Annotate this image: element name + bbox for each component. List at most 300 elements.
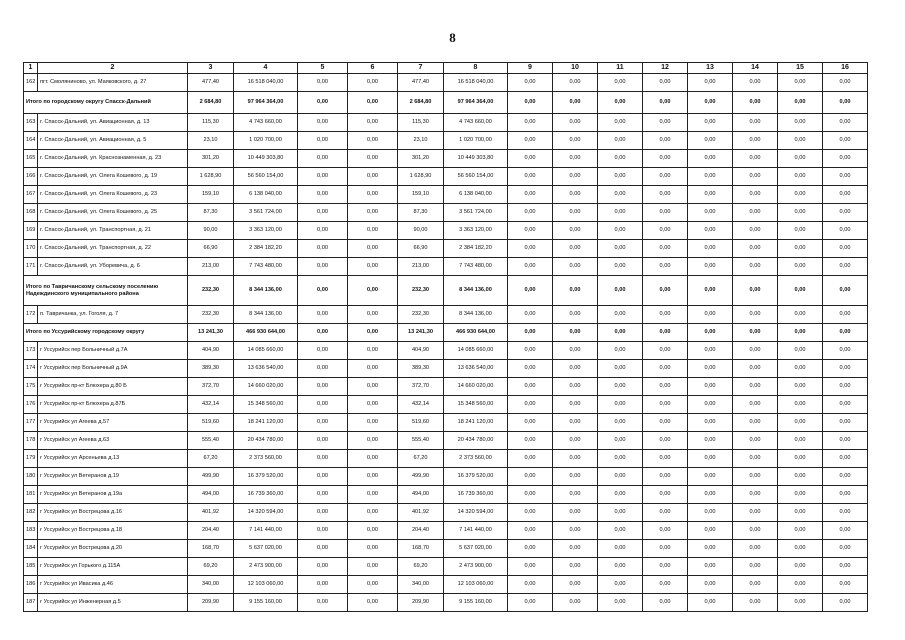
value-cell: 0,00 — [298, 414, 348, 432]
area-cell: 494,00 — [188, 486, 234, 504]
table-row — [24, 168, 868, 186]
value-cell: 0,00 — [778, 504, 823, 522]
value-cell: 0,00 — [778, 258, 823, 276]
value-cell: 0,00 — [823, 522, 868, 540]
value-cell: 0,00 — [733, 222, 778, 240]
address-cell: г. Спасск-Дальний, ул. Олега Кошевого, д. 23 — [38, 186, 188, 204]
value-cell: 0,00 — [778, 92, 823, 114]
value-cell: 0,00 — [643, 396, 688, 414]
value-cell: 0,00 — [688, 258, 733, 276]
value-cell: 0,00 — [733, 74, 778, 92]
subtotal-label: Итого по Тавричанскому сельскому поселению Надеждинского муниципального района — [24, 276, 188, 306]
row-number-cell: 172 — [24, 306, 38, 324]
cost-cell: 2 384 182,20 — [444, 240, 508, 258]
value-cell: 0,00 — [598, 258, 643, 276]
column-number-cell: 11 — [598, 63, 643, 74]
address-cell: г Уссурийск ул Ветеранов д.19 — [38, 468, 188, 486]
table-row — [24, 486, 868, 504]
value-cell: 0,00 — [643, 258, 688, 276]
value-cell: 0,00 — [643, 324, 688, 342]
address-cell: г. Спасск-Дальний, ул. Олега Кошевого, д. 25 — [38, 204, 188, 222]
value-cell: 0,00 — [823, 486, 868, 504]
table-row — [24, 360, 868, 378]
value-cell: 0,00 — [733, 276, 778, 306]
value-cell: 0,00 — [553, 240, 598, 258]
area-cell: 66,90 — [188, 240, 234, 258]
cost-cell: 16 739 360,00 — [234, 486, 298, 504]
value-cell: 0,00 — [298, 186, 348, 204]
value-cell: 0,00 — [348, 396, 398, 414]
value-cell: 0,00 — [688, 150, 733, 168]
row-number-cell: 174 — [24, 360, 38, 378]
value-cell: 0,00 — [823, 222, 868, 240]
value-cell: 0,00 — [733, 576, 778, 594]
table-row — [24, 450, 868, 468]
cost-cell: 2 473 900,00 — [444, 558, 508, 576]
value-cell: 0,00 — [643, 222, 688, 240]
value-cell: 0,00 — [733, 168, 778, 186]
value-cell: 0,00 — [298, 324, 348, 342]
area-cell: 159,10 — [188, 186, 234, 204]
address-cell: г Уссурийск ул Вострецова д.16 — [38, 504, 188, 522]
value-cell: 0,00 — [823, 74, 868, 92]
cost-cell: 4 743 660,00 — [444, 114, 508, 132]
value-cell: 0,00 — [778, 222, 823, 240]
area-cell: 477,40 — [188, 74, 234, 92]
row-number-cell: 163 — [24, 114, 38, 132]
value-cell: 0,00 — [778, 540, 823, 558]
value-cell: 0,00 — [553, 324, 598, 342]
column-number-cell: 6 — [348, 63, 398, 74]
column-number-cell: 8 — [444, 63, 508, 74]
table-row — [24, 522, 868, 540]
value-cell: 0,00 — [298, 486, 348, 504]
cost-cell: 7 743 480,00 — [234, 258, 298, 276]
area-cell: 1 628,90 — [188, 168, 234, 186]
column-number-cell: 13 — [688, 63, 733, 74]
value-cell: 0,00 — [553, 432, 598, 450]
value-cell: 0,00 — [348, 240, 398, 258]
value-cell: 0,00 — [823, 114, 868, 132]
value-cell: 0,00 — [598, 432, 643, 450]
value-cell: 0,00 — [778, 360, 823, 378]
value-cell: 0,00 — [348, 222, 398, 240]
address-cell: г Уссурийск ул Инженерная д.5 — [38, 594, 188, 612]
value-cell: 0,00 — [823, 240, 868, 258]
value-cell: 0,00 — [598, 486, 643, 504]
area-cell: 159,10 — [398, 186, 444, 204]
area-cell: 23,10 — [398, 132, 444, 150]
value-cell: 0,00 — [348, 450, 398, 468]
area-cell: 232,30 — [188, 276, 234, 306]
row-number-cell: 170 — [24, 240, 38, 258]
column-number-cell: 15 — [778, 63, 823, 74]
value-cell: 0,00 — [598, 132, 643, 150]
value-cell: 0,00 — [298, 258, 348, 276]
value-cell: 0,00 — [553, 558, 598, 576]
cost-cell: 15 348 560,00 — [234, 396, 298, 414]
cost-cell: 10 449 303,80 — [234, 150, 298, 168]
table-row — [24, 186, 868, 204]
area-cell: 204,40 — [398, 522, 444, 540]
value-cell: 0,00 — [553, 222, 598, 240]
value-cell: 0,00 — [298, 396, 348, 414]
address-cell: г. Спасск-Дальний, ул. Краснознаменная, д. 23 — [38, 150, 188, 168]
value-cell: 0,00 — [508, 468, 553, 486]
area-cell: 23,10 — [188, 132, 234, 150]
area-cell: 477,40 — [398, 74, 444, 92]
area-cell: 2 684,80 — [188, 92, 234, 114]
value-cell: 0,00 — [348, 150, 398, 168]
area-cell: 372,70 — [398, 378, 444, 396]
value-cell: 0,00 — [823, 576, 868, 594]
row-number-cell: 166 — [24, 168, 38, 186]
column-number-cell: 2 — [38, 63, 188, 74]
cost-cell: 16 379 520,00 — [234, 468, 298, 486]
value-cell: 0,00 — [823, 168, 868, 186]
area-cell: 69,20 — [188, 558, 234, 576]
column-number-cell: 14 — [733, 63, 778, 74]
value-cell: 0,00 — [688, 504, 733, 522]
value-cell: 0,00 — [298, 360, 348, 378]
value-cell: 0,00 — [553, 74, 598, 92]
table-row — [24, 114, 868, 132]
cost-cell: 7 141 440,00 — [234, 522, 298, 540]
value-cell: 0,00 — [733, 150, 778, 168]
address-cell: г Уссурийск ул Арсеньева д.13 — [38, 450, 188, 468]
row-number-cell: 168 — [24, 204, 38, 222]
value-cell: 0,00 — [643, 186, 688, 204]
column-number-cell: 7 — [398, 63, 444, 74]
value-cell: 0,00 — [778, 486, 823, 504]
value-cell: 0,00 — [553, 486, 598, 504]
cost-cell: 5 637 020,00 — [234, 540, 298, 558]
value-cell: 0,00 — [553, 594, 598, 612]
cost-cell: 13 636 540,00 — [234, 360, 298, 378]
value-cell: 0,00 — [778, 414, 823, 432]
value-cell: 0,00 — [348, 504, 398, 522]
cost-cell: 14 660 020,00 — [234, 378, 298, 396]
value-cell: 0,00 — [508, 378, 553, 396]
page-number: 8 — [449, 30, 456, 45]
cost-cell: 8 344 136,00 — [234, 306, 298, 324]
column-number-cell: 10 — [553, 63, 598, 74]
table-row — [24, 540, 868, 558]
cost-cell: 16 518 040,00 — [444, 74, 508, 92]
cost-cell: 97 964 364,00 — [444, 92, 508, 114]
value-cell: 0,00 — [553, 396, 598, 414]
value-cell: 0,00 — [823, 186, 868, 204]
value-cell: 0,00 — [598, 168, 643, 186]
value-cell: 0,00 — [688, 204, 733, 222]
area-cell: 168,70 — [398, 540, 444, 558]
value-cell: 0,00 — [643, 558, 688, 576]
cost-cell: 2 384 182,20 — [234, 240, 298, 258]
value-cell: 0,00 — [733, 540, 778, 558]
address-cell: г Уссурийск ул Горького д.115А — [38, 558, 188, 576]
value-cell: 0,00 — [508, 132, 553, 150]
value-cell: 0,00 — [298, 540, 348, 558]
value-cell: 0,00 — [823, 378, 868, 396]
area-cell: 209,90 — [188, 594, 234, 612]
value-cell: 0,00 — [553, 576, 598, 594]
subtotal-label: Итого по городскому округу Спасск-Дальний — [24, 92, 188, 114]
row-number-cell: 171 — [24, 258, 38, 276]
value-cell: 0,00 — [643, 450, 688, 468]
value-cell: 0,00 — [298, 114, 348, 132]
area-cell: 389,30 — [188, 360, 234, 378]
area-cell: 389,30 — [398, 360, 444, 378]
value-cell: 0,00 — [348, 186, 398, 204]
column-number-cell: 9 — [508, 63, 553, 74]
value-cell: 0,00 — [553, 114, 598, 132]
value-cell: 0,00 — [643, 576, 688, 594]
value-cell: 0,00 — [598, 204, 643, 222]
row-number-cell: 169 — [24, 222, 38, 240]
value-cell: 0,00 — [508, 504, 553, 522]
value-cell: 0,00 — [508, 450, 553, 468]
value-cell: 0,00 — [553, 204, 598, 222]
value-cell: 0,00 — [688, 576, 733, 594]
value-cell: 0,00 — [733, 396, 778, 414]
value-cell: 0,00 — [508, 396, 553, 414]
cost-cell: 20 434 780,00 — [444, 432, 508, 450]
table-row — [24, 576, 868, 594]
value-cell: 0,00 — [348, 540, 398, 558]
value-cell: 0,00 — [508, 168, 553, 186]
value-cell: 0,00 — [823, 558, 868, 576]
value-cell: 0,00 — [598, 306, 643, 324]
cost-cell: 8 344 136,00 — [234, 276, 298, 306]
value-cell: 0,00 — [643, 132, 688, 150]
value-cell: 0,00 — [508, 306, 553, 324]
cost-cell: 2 473 900,00 — [234, 558, 298, 576]
value-cell: 0,00 — [553, 378, 598, 396]
value-cell: 0,00 — [733, 240, 778, 258]
cost-cell: 8 344 136,00 — [444, 306, 508, 324]
value-cell: 0,00 — [598, 414, 643, 432]
area-cell: 90,00 — [398, 222, 444, 240]
value-cell: 0,00 — [778, 324, 823, 342]
column-number-cell: 5 — [298, 63, 348, 74]
value-cell: 0,00 — [348, 558, 398, 576]
table-body — [24, 63, 868, 612]
value-cell: 0,00 — [553, 276, 598, 306]
value-cell: 0,00 — [553, 522, 598, 540]
cost-cell: 4 743 660,00 — [234, 114, 298, 132]
row-number-cell: 182 — [24, 504, 38, 522]
address-cell: г Уссурийск ул Агеева д.63 — [38, 432, 188, 450]
area-cell: 404,90 — [188, 342, 234, 360]
value-cell: 0,00 — [598, 222, 643, 240]
value-cell: 0,00 — [733, 432, 778, 450]
table-row — [24, 258, 868, 276]
row-number-cell: 179 — [24, 450, 38, 468]
value-cell: 0,00 — [823, 132, 868, 150]
address-cell: г Уссурийск пер Больничный д.9А — [38, 360, 188, 378]
value-cell: 0,00 — [348, 258, 398, 276]
address-cell: г Уссурийск ул Вострецова д.18 — [38, 522, 188, 540]
value-cell: 0,00 — [598, 324, 643, 342]
cost-cell: 6 138 040,00 — [444, 186, 508, 204]
value-cell: 0,00 — [598, 576, 643, 594]
value-cell: 0,00 — [643, 114, 688, 132]
value-cell: 0,00 — [643, 92, 688, 114]
value-cell: 0,00 — [298, 558, 348, 576]
value-cell: 0,00 — [298, 432, 348, 450]
value-cell: 0,00 — [778, 450, 823, 468]
area-cell: 168,70 — [188, 540, 234, 558]
area-cell: 432,14 — [398, 396, 444, 414]
value-cell: 0,00 — [778, 132, 823, 150]
area-cell: 213,00 — [398, 258, 444, 276]
value-cell: 0,00 — [348, 378, 398, 396]
value-cell: 0,00 — [348, 342, 398, 360]
value-cell: 0,00 — [643, 486, 688, 504]
value-cell: 0,00 — [643, 74, 688, 92]
value-cell: 0,00 — [298, 150, 348, 168]
value-cell: 0,00 — [643, 240, 688, 258]
value-cell: 0,00 — [688, 468, 733, 486]
value-cell: 0,00 — [733, 132, 778, 150]
value-cell: 0,00 — [688, 450, 733, 468]
value-cell: 0,00 — [823, 450, 868, 468]
cost-cell: 6 138 040,00 — [234, 186, 298, 204]
cost-cell: 10 449 303,80 — [444, 150, 508, 168]
area-cell: 13 241,30 — [188, 324, 234, 342]
table-row — [24, 74, 868, 92]
row-number-cell: 175 — [24, 378, 38, 396]
cost-cell: 13 636 540,00 — [444, 360, 508, 378]
row-number-cell: 167 — [24, 186, 38, 204]
row-number-cell: 185 — [24, 558, 38, 576]
value-cell: 0,00 — [598, 342, 643, 360]
value-cell: 0,00 — [348, 306, 398, 324]
value-cell: 0,00 — [643, 168, 688, 186]
cost-cell: 97 964 364,00 — [234, 92, 298, 114]
area-cell: 340,00 — [398, 576, 444, 594]
area-cell: 499,90 — [188, 468, 234, 486]
value-cell: 0,00 — [733, 324, 778, 342]
cost-cell: 14 320 594,00 — [444, 504, 508, 522]
value-cell: 0,00 — [733, 186, 778, 204]
value-cell: 0,00 — [598, 186, 643, 204]
value-cell: 0,00 — [298, 276, 348, 306]
value-cell: 0,00 — [508, 540, 553, 558]
cost-cell: 9 155 160,00 — [444, 594, 508, 612]
value-cell: 0,00 — [688, 240, 733, 258]
cost-cell: 16 739 360,00 — [444, 486, 508, 504]
row-number-cell: 183 — [24, 522, 38, 540]
area-cell: 69,20 — [398, 558, 444, 576]
value-cell: 0,00 — [733, 204, 778, 222]
value-cell: 0,00 — [733, 342, 778, 360]
value-cell: 0,00 — [823, 342, 868, 360]
value-cell: 0,00 — [553, 186, 598, 204]
value-cell: 0,00 — [508, 594, 553, 612]
area-cell: 1 628,90 — [398, 168, 444, 186]
cost-cell: 16 518 040,00 — [234, 74, 298, 92]
value-cell: 0,00 — [823, 258, 868, 276]
value-cell: 0,00 — [778, 240, 823, 258]
value-cell: 0,00 — [298, 168, 348, 186]
value-cell: 0,00 — [733, 558, 778, 576]
value-cell: 0,00 — [688, 222, 733, 240]
value-cell: 0,00 — [298, 204, 348, 222]
value-cell: 0,00 — [778, 396, 823, 414]
area-cell: 555,40 — [398, 432, 444, 450]
value-cell: 0,00 — [508, 150, 553, 168]
value-cell: 0,00 — [298, 74, 348, 92]
cost-cell: 7 141 440,00 — [444, 522, 508, 540]
cost-cell: 2 373 560,00 — [444, 450, 508, 468]
row-number-cell: 181 — [24, 486, 38, 504]
value-cell: 0,00 — [688, 342, 733, 360]
area-cell: 232,30 — [188, 306, 234, 324]
value-cell: 0,00 — [688, 92, 733, 114]
value-cell: 0,00 — [778, 468, 823, 486]
value-cell: 0,00 — [553, 360, 598, 378]
value-cell: 0,00 — [688, 186, 733, 204]
value-cell: 0,00 — [348, 324, 398, 342]
table-row — [24, 396, 868, 414]
column-number-cell: 16 — [823, 63, 868, 74]
value-cell: 0,00 — [598, 396, 643, 414]
value-cell: 0,00 — [598, 504, 643, 522]
value-cell: 0,00 — [643, 360, 688, 378]
area-cell: 90,00 — [188, 222, 234, 240]
value-cell: 0,00 — [733, 504, 778, 522]
value-cell: 0,00 — [298, 92, 348, 114]
value-cell: 0,00 — [598, 468, 643, 486]
table-row — [24, 432, 868, 450]
table-row — [24, 222, 868, 240]
value-cell: 0,00 — [553, 150, 598, 168]
value-cell: 0,00 — [778, 594, 823, 612]
cost-cell: 16 379 520,00 — [444, 468, 508, 486]
value-cell: 0,00 — [598, 594, 643, 612]
cost-cell: 14 085 660,00 — [444, 342, 508, 360]
value-cell: 0,00 — [778, 74, 823, 92]
value-cell: 0,00 — [508, 522, 553, 540]
value-cell: 0,00 — [508, 342, 553, 360]
table-row — [24, 594, 868, 612]
cost-cell: 14 660 020,00 — [444, 378, 508, 396]
value-cell: 0,00 — [643, 414, 688, 432]
value-cell: 0,00 — [688, 360, 733, 378]
value-cell: 0,00 — [298, 306, 348, 324]
value-cell: 0,00 — [508, 324, 553, 342]
column-number-cell: 12 — [643, 63, 688, 74]
value-cell: 0,00 — [298, 222, 348, 240]
value-cell: 0,00 — [298, 450, 348, 468]
value-cell: 0,00 — [778, 342, 823, 360]
value-cell: 0,00 — [508, 414, 553, 432]
value-cell: 0,00 — [688, 396, 733, 414]
area-cell: 401,92 — [188, 504, 234, 522]
value-cell: 0,00 — [823, 204, 868, 222]
value-cell: 0,00 — [733, 360, 778, 378]
value-cell: 0,00 — [688, 540, 733, 558]
column-number-cell: 4 — [234, 63, 298, 74]
row-number-cell: 177 — [24, 414, 38, 432]
value-cell: 0,00 — [298, 522, 348, 540]
row-number-cell: 162 — [24, 74, 38, 92]
value-cell: 0,00 — [348, 276, 398, 306]
value-cell: 0,00 — [823, 92, 868, 114]
area-cell: 340,00 — [188, 576, 234, 594]
value-cell: 0,00 — [553, 468, 598, 486]
